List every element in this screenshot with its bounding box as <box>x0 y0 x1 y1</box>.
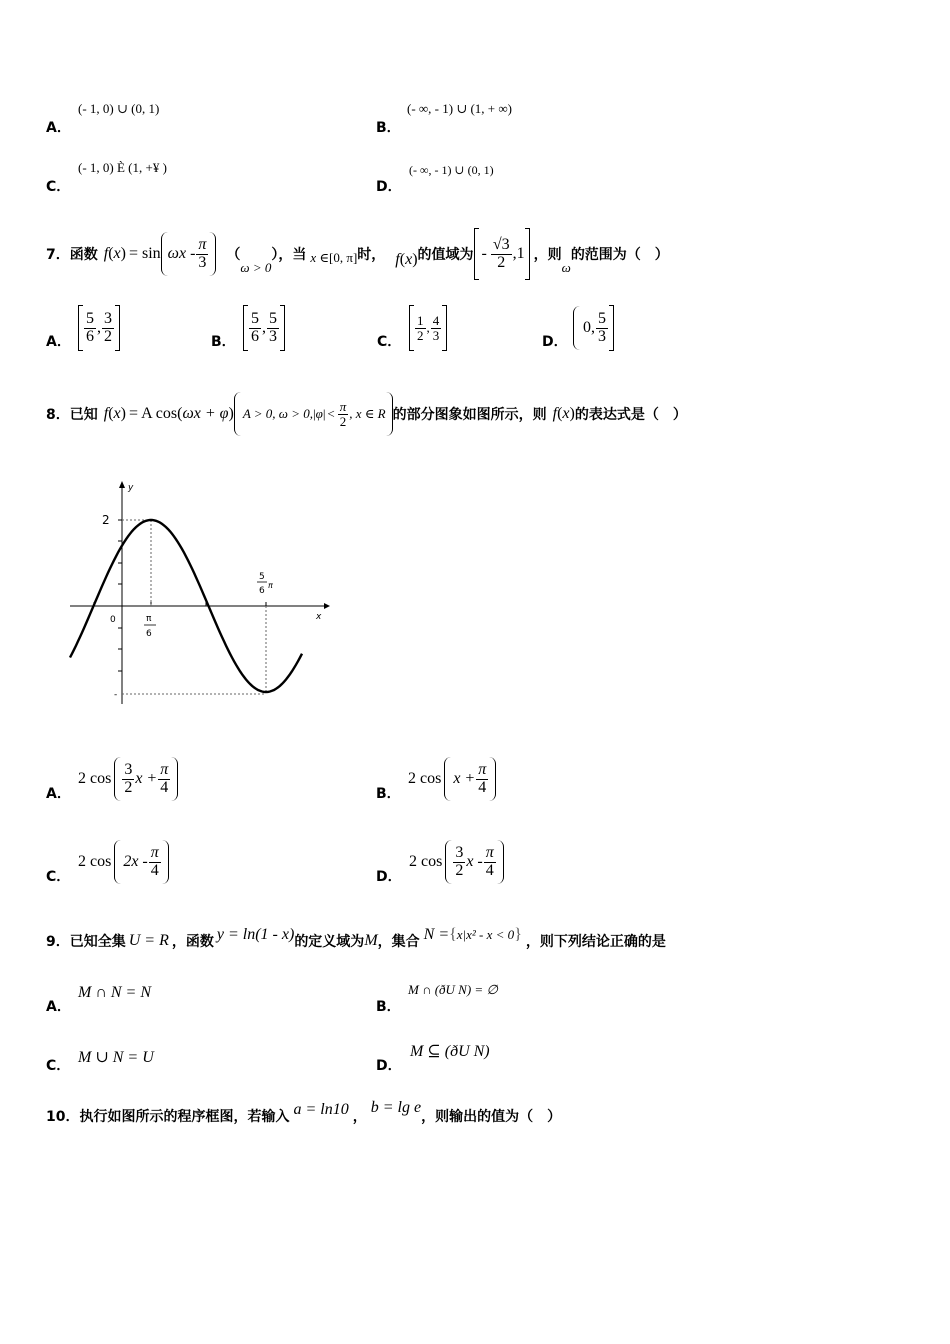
q9-option-a-label[interactable]: A． <box>46 999 71 1015</box>
q6-option-b-expr: (- ∞, - 1) ∪ (1, + ∞) <box>407 101 512 116</box>
q8-text-2: 的部分图象如图所示，则 <box>392 407 547 423</box>
q7-b-d2: 3 <box>269 327 277 345</box>
q8-b-mid: x + <box>453 770 476 787</box>
q7-f: f <box>103 245 109 262</box>
q9-option-a-expr: M ∩ N = N <box>78 984 152 1001</box>
q8-f: f <box>103 405 109 422</box>
q8-option-b-expr <box>408 757 496 801</box>
q8-x2: x <box>562 405 570 422</box>
q8-option-d-expr <box>409 840 504 884</box>
q7-eq: = sin <box>128 245 161 262</box>
q7-x: x <box>113 245 121 262</box>
q7-a-n1: 5 <box>86 309 94 327</box>
y-tick-two: 2 <box>102 513 110 527</box>
q7-domain: x ∈ <box>310 250 330 265</box>
q8-phi: φ <box>315 406 323 421</box>
q9-function: y = ln(1 - x) <box>216 926 295 943</box>
q6-option-d-expr: (- ∞, - 1) ∪ (0, 1) <box>409 163 494 177</box>
q7-option-a-expr: $\frac{5}{6}$ , $\frac{3}{2}$ <box>78 305 120 351</box>
q8-c-mid: 2x - <box>123 853 148 870</box>
q8-a-n2: π <box>160 760 169 778</box>
pi-over-six-num: π <box>146 614 152 624</box>
q7-number: 7． <box>46 247 70 263</box>
q8-inner: ωx + φ <box>182 405 229 422</box>
q7-c-n1: 1 <box>417 312 424 328</box>
q8-option-b-label[interactable]: B． <box>376 786 401 802</box>
q8-eq: = A cos <box>128 405 178 422</box>
x-axis-arrow <box>324 603 330 609</box>
q6-option-c-label[interactable]: C． <box>46 179 71 195</box>
x-axis-label: x <box>316 612 322 622</box>
five-sixths-den: 6 <box>259 586 265 596</box>
q7-comma-one: ,1 <box>512 245 525 262</box>
q8-condition-2: , x ∈ R <box>349 406 386 421</box>
q9-universal-set: U = R <box>128 932 169 949</box>
y-axis-ticks <box>118 520 122 671</box>
q7-omega: ω <box>561 260 571 275</box>
q8-number: 8． <box>46 407 70 423</box>
q7-domain-interval: 0, π <box>333 250 353 265</box>
q6-option-a-expr: (- 1, 0) ∪ (0, 1) <box>78 101 160 116</box>
q6-option-c-expr: (- 1, 0) È (1, +¥ ) <box>78 160 167 175</box>
q7-d-n2: 5 <box>598 309 606 327</box>
q9-text-3: 的定义域为 <box>294 934 365 950</box>
q9-option-c-expr: M ∪ N = U <box>78 1049 154 1066</box>
q7-d-zero: 0, <box>583 319 595 336</box>
q8-f2: f <box>552 405 558 422</box>
q7-c-d2: 3 <box>432 327 440 343</box>
q7-c-d1: 2 <box>417 327 424 343</box>
q7-a-d2: 2 <box>104 327 112 345</box>
q7-text-5: 的值域为 <box>417 247 474 263</box>
q9-text-1: 已知全集 <box>69 934 126 950</box>
q9-option-d-expr: M ⊆ (ðU N) <box>410 1043 490 1060</box>
q8-d-n1: 3 <box>455 843 464 861</box>
y-axis-label: y <box>128 483 134 493</box>
q8-d-n2: π <box>485 843 494 861</box>
q6-option-b-label[interactable]: B． <box>376 120 401 136</box>
q10-text-2: ，则输出的值为（ ） <box>421 1109 562 1125</box>
q6-option-a-label[interactable]: A． <box>46 120 71 136</box>
q9-text-2: ，函数 <box>171 934 214 950</box>
q8-b-d2: 4 <box>478 778 487 796</box>
q7-two: 2 <box>497 253 506 271</box>
q7-b-d1: 6 <box>251 327 259 345</box>
q7-text-3: ），当 <box>271 247 307 263</box>
q8-d-coef: 2 cos <box>409 853 443 870</box>
q8-a-n1: 3 <box>124 760 133 778</box>
q7-d-d2: 3 <box>598 327 606 345</box>
q9-set-builder: x|x² - x < 0 <box>456 927 515 942</box>
q7-sqrt3: √3 <box>492 235 510 253</box>
q10-input-b: b = lg e <box>370 1099 422 1116</box>
q8-text-3: 的表达式是（ ） <box>574 407 687 423</box>
q8-condition-1: A > 0, ω > 0, <box>242 406 313 421</box>
q9-text-5: ，则下列结论正确的是 <box>525 934 666 950</box>
guide-lines <box>122 520 266 694</box>
q7-text-7: 的范围为（ ） <box>570 247 669 263</box>
q9-option-d-label[interactable]: D． <box>376 1058 402 1074</box>
q7-option-c-expr: $\frac{1}{2}$ , $\frac{4}{3}$ <box>409 305 447 351</box>
q9-stem: 9． 已知全集 U = R ，函数 y = ln(1 - x) 的定义域为 M ，集合 N = { x|x² - x < 0 } ，则下列结论正确的是 <box>46 926 666 950</box>
q7-option-d-label[interactable]: D． <box>542 334 568 350</box>
q7-option-b-expr: $\frac{5}{6}$ , $\frac{5}{3}$ <box>243 305 285 351</box>
five-sixths-pi: π <box>268 581 273 590</box>
pi-over-six-den: 6 <box>146 629 152 639</box>
q8-c-coef: 2 cos <box>78 853 112 870</box>
q7-option-b-label[interactable]: B． <box>211 334 236 350</box>
q8-x: x <box>113 405 121 422</box>
q7-text-1: 函数 <box>69 247 98 263</box>
q7-option-a-label[interactable]: A． <box>46 334 71 350</box>
q7-option-c-label[interactable]: C． <box>377 334 402 350</box>
q9-n-eq: N = <box>423 926 450 943</box>
q7-three: 3 <box>198 253 207 271</box>
q7-pi: π <box>198 235 207 253</box>
q8-c-n2: π <box>150 843 159 861</box>
five-sixths-num: 5 <box>259 572 265 582</box>
q7-c-n2: 4 <box>432 312 440 328</box>
q10-comma: ， <box>352 1109 367 1125</box>
q8-lt: < <box>327 406 335 421</box>
q7-a-n2: 3 <box>104 309 112 327</box>
q9-number: 9． <box>46 934 70 950</box>
q6-option-d-label[interactable]: D． <box>376 179 402 195</box>
q8-a-coef: 2 cos <box>78 770 112 787</box>
q7-f2: f <box>395 251 400 268</box>
q7-x2: x <box>405 251 413 268</box>
q8-a-d2: 4 <box>160 778 169 796</box>
q8-d-mid: x - <box>466 853 483 870</box>
q8-d-d1: 2 <box>455 861 464 879</box>
y-axis-arrow <box>119 481 125 488</box>
q8-option-d-label[interactable]: D． <box>376 869 402 885</box>
q8-option-a-expr <box>78 757 178 801</box>
q8-a-mid: x + <box>135 770 158 787</box>
q8-pi: π <box>339 398 347 414</box>
q10-input-a: a = ln10 <box>293 1101 349 1118</box>
q7-text-4: 时， <box>357 247 386 263</box>
q8-b-n2: π <box>478 760 487 778</box>
q7-b-n1: 5 <box>251 309 259 327</box>
q8-option-c-expr <box>78 840 169 884</box>
origin-label: 0 <box>110 615 116 625</box>
q8-a-d1: 2 <box>124 778 133 796</box>
negative-tick-mark: - <box>114 690 118 700</box>
q8-option-a-label[interactable]: A． <box>46 786 71 802</box>
q7-text-2: （ <box>226 247 241 263</box>
q7-b-n2: 5 <box>269 309 277 327</box>
q9-text-4: ，集合 <box>377 934 420 950</box>
q7-omegax: ωx - <box>167 245 196 262</box>
q7-text-6: ，则 <box>533 247 562 263</box>
q8-two: 2 <box>339 413 347 429</box>
q9-m: M <box>364 932 378 949</box>
q7-stem: 7． 函数 f ( x ) = sin ωx - $\frac{\pi}{3}$ （ ω > 0 ），当 x ∈ [ 0, π ] 时， f ( x ) 的值域为 - $\frac{√3}{2}$ ,1 ，则 ω 的范围为（ ） <box>46 228 669 280</box>
q8-stem: 8． 已知 f ( x ) = A cos ( ωx + φ ) A > 0, ω > 0, | φ | < $\frac{\pi}{2}$ , x ∈ R 的部分图象如图所示，则 f ( x ) 的表达式是（ ） <box>46 388 687 440</box>
q9-option-b-expr: M ∩ (ðU N) = ∅ <box>408 982 498 997</box>
q8-d-d2: 4 <box>485 861 494 879</box>
q9-option-c-label[interactable]: C． <box>46 1058 71 1074</box>
q9-option-b-label[interactable]: B． <box>376 999 401 1015</box>
q10-stem <box>46 1100 561 1132</box>
q7-minus: - <box>481 245 487 262</box>
q7-a-d1: 6 <box>86 327 94 345</box>
q8-text-1: 已知 <box>69 407 98 423</box>
x-axis-ticks <box>94 602 266 606</box>
q8-option-c-label[interactable]: C． <box>46 869 71 885</box>
q7-condition: ω > 0 <box>240 260 272 275</box>
q10-number: 10． <box>46 1109 80 1125</box>
q10-text-1: 执行如图所示的程序框图，若输入 <box>79 1109 290 1125</box>
q8-function-graph <box>66 478 336 708</box>
q7-option-d-expr <box>573 305 614 351</box>
q8-c-d2: 4 <box>150 861 159 879</box>
q8-b-coef: 2 cos <box>408 770 442 787</box>
